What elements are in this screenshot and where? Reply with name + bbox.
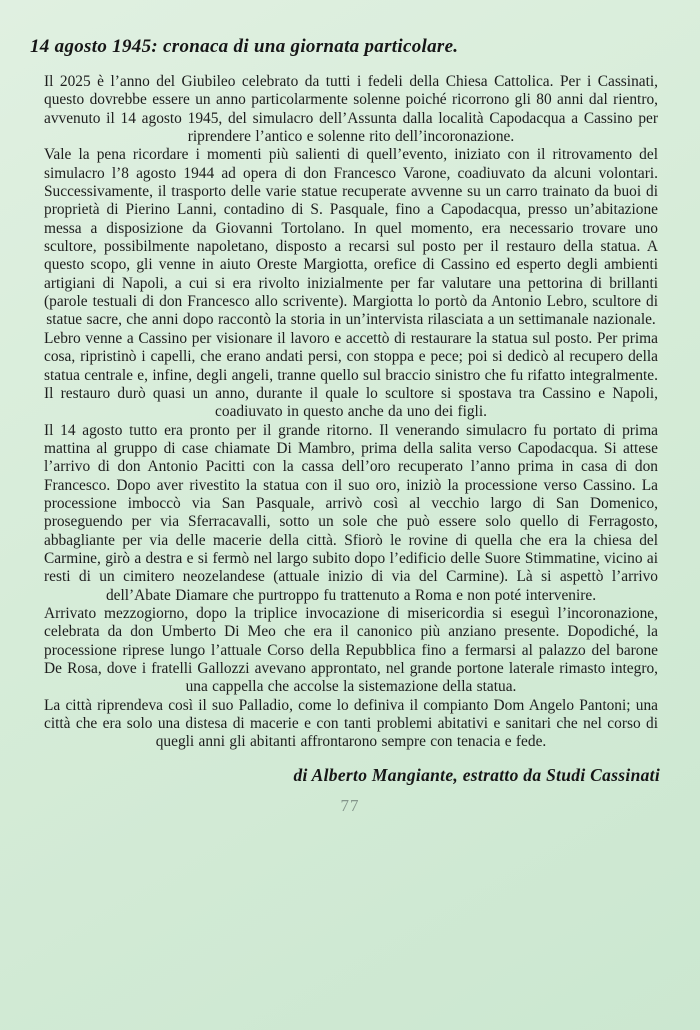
page-number: 77: [340, 795, 360, 815]
paragraph-processione: Il 14 agosto tutto era pronto per il grande ritorno. Il venerando simulacro fu portato di prima mattina al gruppo di case chiamate Di Mambro, prima della salita verso Capodacqua. Si attese l’arrivo di don Antonio Pacitti con la cassa dell’oro recuperato l’anno prima in casa di don Francesco. Dopo aver rivestito la statua con il suo oro, iniziò la processione verso Cassino. La processione imboccò via San Pasquale, arrivò così al vecchio largo di San Domenico, proseguendo per via Sferracavalli, sotto un sole che può essere solo quello di Ferragosto, abbagliante per via delle macerie della città. Sfiorò le rovine di quella che era la chiesa del Carmine, girò a destra e si fermò nel largo subito dopo l’edificio delle Suore Stimmatine, vicino ai resti di un cimitero neozelandese (attuale inizio di via del Carmine). Là si aspettò l’arrivo dell’Abate Diamare che purtroppo fu trattenuto a Roma e non poté intervenire.: [44, 421, 658, 604]
article-body: [44, 73, 658, 752]
page-title: 14 agosto 1945: cronaca di una giornata particolare.: [30, 36, 459, 57]
document-page: [0, 36, 700, 1030]
paragraph-conclusione: La città riprendeva così il suo Palladio, come lo definiva il compianto Dom Angelo Pantoni; una città che era solo una distesa di macerie e con tanti problemi abitativi e sanitari che nel corso di quegli anni gli abitanti affrontarono sempre con tenacia e fede.: [44, 696, 658, 751]
author-byline: di Alberto Mangiante, estratto da Studi Cassinati: [293, 764, 660, 785]
paragraph-jubilee-intro: Il 2025 è l’anno del Giubileo celebrato da tutti i fedeli della Chiesa Cattolica. Per i Cassinati, questo dovrebbe essere un anno particolarmente solenne poiché ricorrono gli 80 anni dal rientro, avvenuto il 14 agosto 1945, del simulacro dell’Assunta dalla località Capodacqua a Cassino per riprendere l’antico e solenne rito dell’incoronazione.: [44, 73, 658, 146]
paragraph-restauro-lebro: Lebro venne a Cassino per visionare il lavoro e accettò di restaurare la statua sul posto. Per prima cosa, ripristinò i capelli, che erano andati persi, con stoppa e pece; poi si dedicò al recupero della statua centrale e, infine, degli angeli, tranne quello sul braccio sinistro che fu rifatto integralmente. Il restauro durò quasi un anno, durante il quale lo scultore si spostava tra Cassino e Napoli, coadiuvato in questo anche da uno dei figli.: [44, 329, 658, 421]
paragraph-ritrovamento: Vale la pena ricordare i momenti più salienti di quell’evento, iniziato con il ritrovamento del simulacro l’8 agosto 1944 ad opera di don Francesco Varone, coadiuvato da alcuni volontari. Successivamente, il trasporto delle varie statue recuperate avvenne su un carro trainato da buoi di proprietà di Pierino Lanni, contadino di S. Pasquale, fino a Capodacqua, presso un’abitazione messa a disposizione da Giovanni Tortolano. In quel momento, era necessario trovare uno scultore, possibilmente napoletano, disposto a recarsi sul posto per il restauro della statua. A questo scopo, gli venne in aiuto Oreste Margiotta, orefice di Cassino ed esperto degli ambienti artigiani di Napoli, a cui si era rivolto inizialmente per far valutare una pettorina di brillanti (parole testuali di don Francesco allo scrivente). Margiotta lo portò da Antonio Lebro, scultore di statue sacre, che anni dopo raccontò la storia in un’intervista rilasciata a un settimanale nazionale.: [44, 146, 658, 329]
paragraph-incoronazione: Arrivato mezzogiorno, dopo la triplice invocazione di misericordia si eseguì l’incoronazione, celebrata da don Umberto Di Meo che era il canonico più anziano presente. Dopodiché, la processione riprese lungo l’attuale Corso della Repubblica fino a fermarsi al palazzo del barone De Rosa, dove i fratelli Gallozzi avevano approntato, nel grande portone laterale rimasto integro, una cappella che accolse la sistemazione della statua.: [44, 604, 658, 696]
